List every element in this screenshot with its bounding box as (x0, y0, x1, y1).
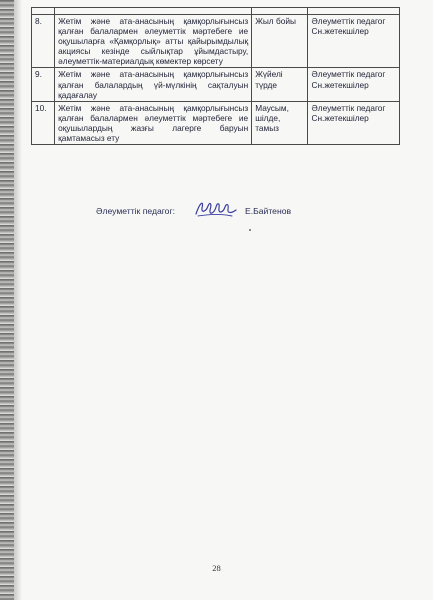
signature-label: Әлеуметтік педагог: (96, 206, 175, 216)
scan-shadow-edge (0, 0, 14, 600)
activity-responsible: Әлеуметтік педагог Сн.жетекшілер (308, 15, 400, 68)
page-number: 28 (212, 563, 221, 573)
table-row (32, 15, 400, 68)
activity-description: Жетім және ата-анасының қамқорлығынсыз қалған балалармен әлеуметтік мәртебеге ие оқушыларға «Қамқорлық» атты қайырымдылық акциясы кезінде сыйлықтар ұйымдастыру, әлеуметтік-материалдық көмектер көрсету (55, 15, 252, 68)
activity-description: Жетім және ата-анасының қамқорлығынсыз қалған балалармен әлеуметтік мәртебеге ие оқушылардың жазғы лагерге баруын қамтамасыз ету (55, 101, 252, 144)
activity-responsible: Әлеуметтік педагог Сн.жетекшілер (308, 68, 400, 101)
scan-shadow-fade (14, 0, 22, 600)
activity-description: Жетім және ата-анасының қамқорлығынсыз қалған балалардың үй-мүлкінің сақталуын қадағалау (55, 68, 252, 101)
activity-term: Жүйелі түрде (252, 68, 308, 101)
table-row (32, 8, 400, 15)
activity-term: Жыл бойы (252, 15, 308, 68)
activity-responsible: Әлеуметтік педагог Сн.жетекшілер (308, 101, 400, 144)
row-number: 8. (32, 15, 55, 68)
signatory-name: Е.Байтенов (245, 206, 292, 216)
row-number: 9. (32, 68, 55, 101)
activity-term: Маусым, шілде, тамыз (252, 101, 308, 144)
row-number: 10. (32, 101, 55, 144)
activity-table (31, 7, 400, 145)
handwritten-signature (192, 198, 240, 220)
table-row (32, 101, 400, 144)
scan-speck (249, 229, 251, 231)
table-row (32, 68, 400, 101)
